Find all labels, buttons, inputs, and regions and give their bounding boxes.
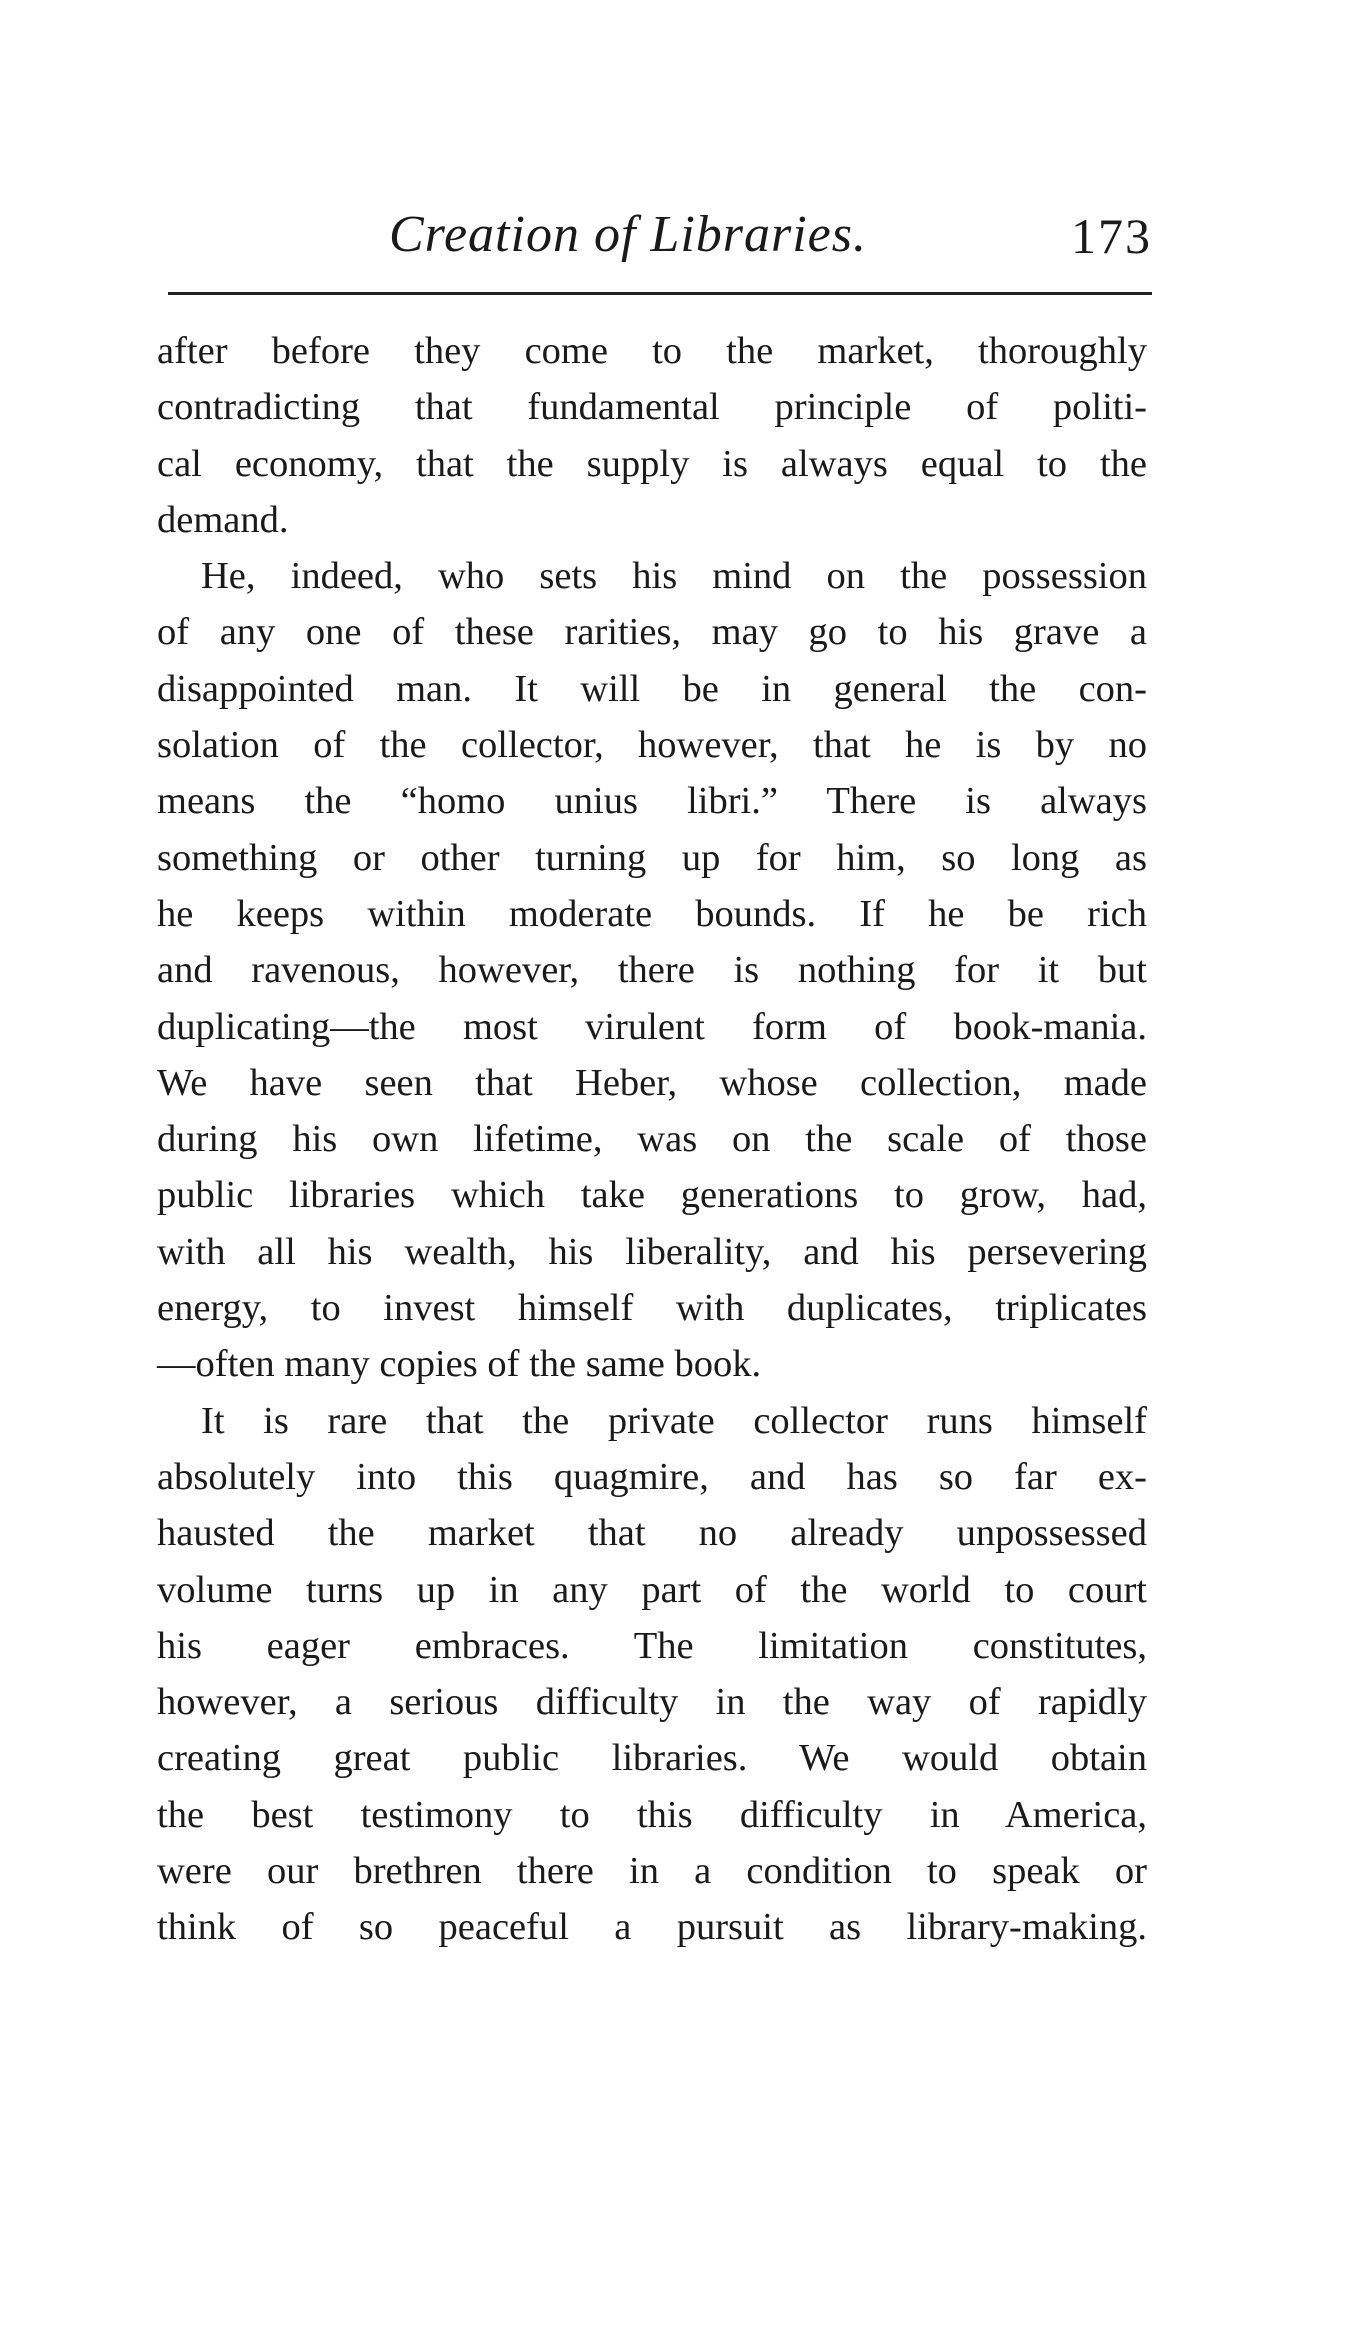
text-line: demand. xyxy=(157,498,289,541)
body-text xyxy=(157,323,1147,1956)
text-line: after before they come to the market, thoroughly xyxy=(157,330,1147,372)
text-line: public libraries which take generations to grow, had, xyxy=(157,1174,1147,1217)
text-line: creating great public libraries. We would obtain xyxy=(157,1737,1147,1780)
text-line: absolutely into this quagmire, and has so far ex- xyxy=(157,1455,1147,1498)
text-line: energy, to invest himself with duplicates, triplicates xyxy=(157,1287,1147,1330)
text-line: He, indeed, who sets his mind on the possession xyxy=(201,555,1147,598)
text-line: of any one of these rarities, may go to his grave a xyxy=(157,611,1147,654)
text-line: were our brethren there in a condition to speak or xyxy=(157,1850,1147,1893)
paragraph-3 xyxy=(157,1393,1147,1956)
text-line: It is rare that the private collector runs himself xyxy=(201,1399,1147,1442)
text-line: and ravenous, however, there is nothing for it but xyxy=(157,949,1147,992)
text-line: the best testimony to this difficulty in America, xyxy=(157,1793,1147,1836)
text-line: his eager embraces. The limitation constitutes, xyxy=(157,1624,1147,1667)
page-number: 173 xyxy=(1071,208,1152,264)
text-line: cal economy, that the supply is always equal to the xyxy=(157,442,1147,485)
running-head xyxy=(168,205,1152,285)
text-line: however, a serious difficulty in the way of rapidly xyxy=(157,1681,1147,1724)
text-line: disappointed man. It will be in general the con- xyxy=(157,667,1147,710)
header-rule xyxy=(168,292,1152,295)
paragraph-1 xyxy=(157,323,1147,548)
text-line: during his own lifetime, was on the scale of those xyxy=(157,1118,1147,1161)
text-line: duplicating—the most virulent form of book-mania. xyxy=(157,1005,1147,1048)
text-line: think of so peaceful a pursuit as library-making. xyxy=(157,1906,1147,1949)
text-line: —often many copies of the same book. xyxy=(157,1343,762,1386)
text-line: means the “homo unius libri.” There is always xyxy=(157,780,1147,823)
text-line: something or other turning up for him, so long as xyxy=(157,836,1147,879)
paragraph-2 xyxy=(157,548,1147,1392)
text-line: he keeps within moderate bounds. If he be rich xyxy=(157,892,1147,935)
text-line: hausted the market that no already unpossessed xyxy=(157,1512,1147,1555)
text-line: with all his wealth, his liberality, and his persevering xyxy=(157,1230,1147,1273)
text-line: volume turns up in any part of the world to court xyxy=(157,1568,1147,1611)
text-line: contradicting that fundamental principle of politi- xyxy=(157,386,1147,429)
running-title: Creation of Libraries. xyxy=(388,206,867,263)
text-line: We have seen that Heber, whose collection, made xyxy=(157,1061,1147,1104)
text-line: solation of the collector, however, that he is by no xyxy=(157,724,1147,767)
